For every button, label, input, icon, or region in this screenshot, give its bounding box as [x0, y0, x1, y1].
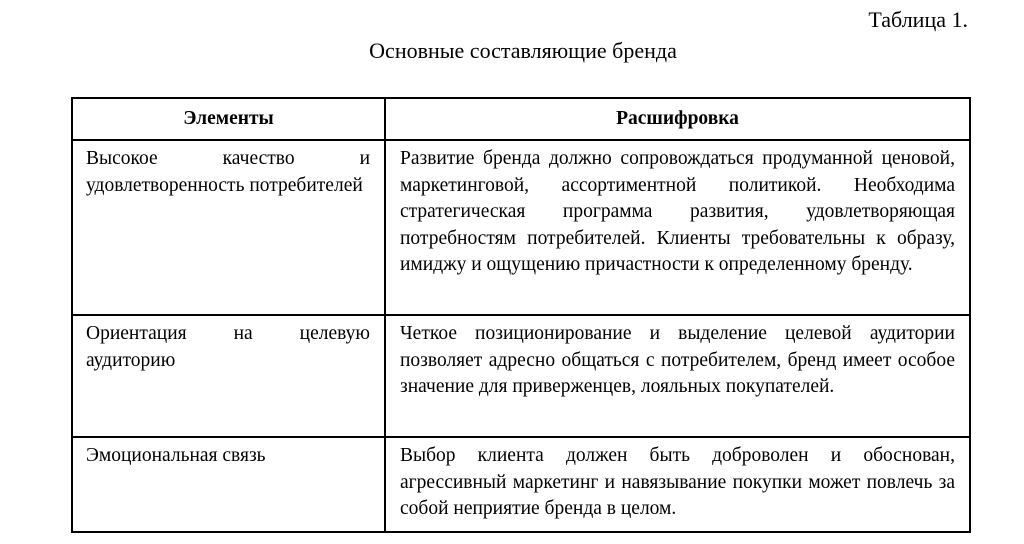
row-element-cell: Высокое качество и удовлетворенность потребителей	[72, 140, 385, 315]
table-row	[72, 437, 970, 532]
table-row	[72, 315, 970, 437]
column-header-elements: Элементы	[72, 98, 385, 140]
table-header-row	[72, 98, 970, 140]
column-header-description: Расшифровка	[385, 98, 970, 140]
row-element-cell: Эмоциональная связь	[72, 437, 385, 532]
row-element-cell: Ориентация на целевую аудиторию	[72, 315, 385, 437]
table-number-label: Таблица 1.	[868, 7, 968, 32]
row-description-cell: Четкое позиционирование и выделение целевой аудитории позволяет адресно общаться с потребителем, бренд имеет особое значение для приверженцев, лояльных покупателей.	[385, 315, 970, 437]
row-description-cell: Развитие бренда должно сопровождаться продуманной ценовой, маркетинговой, ассортиментной политикой. Необходима стратегическая программа развития, удовлетворяющая потребностям потребителей. Клиенты требовательны к образу, имиджу и ощущению причастности к определенному бренду.	[385, 140, 970, 315]
table-row	[72, 140, 970, 315]
row-description-cell: Выбор клиента должен быть доброволен и обоснован, агрессивный маркетинг и навязывание покупки может повлечь за собой неприятие бренда в целом.	[385, 437, 970, 532]
table-title: Основные составляющие бренда	[369, 38, 677, 63]
brand-components-table	[71, 97, 971, 533]
